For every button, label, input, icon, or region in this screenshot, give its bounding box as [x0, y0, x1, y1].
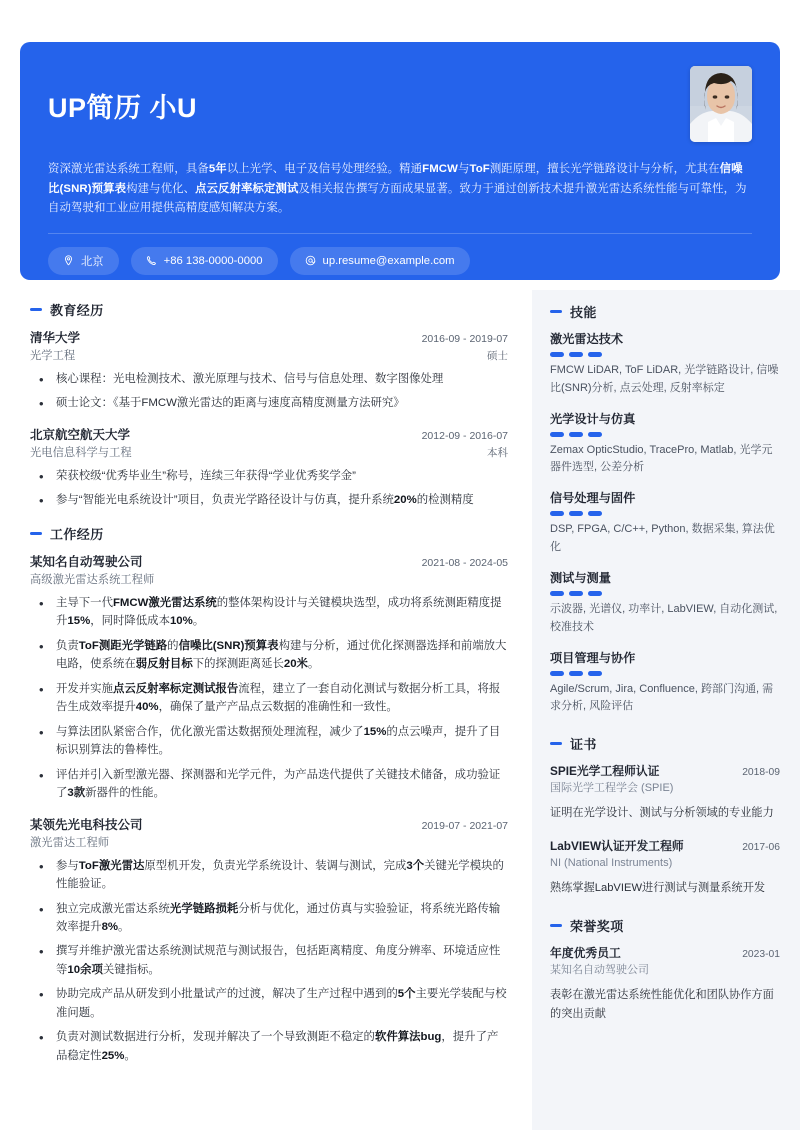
entry-organization: 某领先光电科技公司 — [30, 817, 143, 832]
skill-rating-dash-icon — [550, 432, 564, 437]
bullet-frag-3: 25% — [101, 1049, 125, 1062]
bullet-frag-3: 信噪比(SNR)预算表 — [178, 639, 279, 652]
bullet-frag-1: 10余项 — [67, 963, 103, 976]
section-title-certificates — [550, 734, 780, 753]
bullet-frag-0: 硕士论文：《基于FMCW激光雷达的距离与速度高精度测量方法研究》 — [56, 397, 405, 410]
credential-issuer: 国际光学工程学会 (SPIE) — [550, 782, 674, 795]
bullet-frag-0: 参与 — [56, 859, 79, 872]
bullet-frag-2: 的 — [167, 639, 179, 652]
work-entries — [30, 552, 508, 1065]
bullet-frag-0: 开发并实施 — [56, 682, 113, 695]
credential-issuer: NI (National Instruments) — [550, 857, 673, 870]
skill-rating — [550, 591, 780, 596]
summary-frag-10: 及相关报告撰写方面成果显著。致力于通过创新技术提升激光雷达系统性能与可靠性，为自动驾驶和工业应用提供高精度感知解决方案。 — [48, 182, 747, 215]
section-title-skills-label: 技能 — [570, 305, 597, 320]
list-item — [30, 467, 508, 485]
bullet-frag-8: 。 — [307, 658, 320, 671]
credential-item — [550, 837, 780, 898]
credential-issuer: 某知名自动驾驶公司 — [550, 964, 649, 977]
bullet-frag-0: 负责对测试数据进行分析，发现并解决了一个导致测距不稳定的 — [56, 1031, 375, 1044]
skill-group-name: 光学设计与仿真 — [550, 411, 636, 426]
credential-description: 熟练掌握LabVIEW进行测试与测量系统开发 — [550, 881, 766, 894]
skill-groups — [550, 330, 780, 716]
skill-keywords: FMCW LiDAR, ToF LiDAR, 光学链路设计, 信噪比(SNR)分析, 点云处理, 反射率标定 — [550, 364, 779, 394]
bullet-frag-0: 负责 — [56, 639, 79, 652]
skill-rating-dash-icon — [588, 591, 602, 596]
contact-list — [48, 247, 752, 275]
list-item — [30, 766, 508, 803]
summary-frag-9: 点云反射率标定测试 — [195, 182, 299, 195]
bullet-frag-0: 参与“智能光电系统设计”项目，负责光学路径设计与仿真，提升系统 — [56, 494, 394, 507]
bullet-frag-5: 弱反射目标 — [135, 658, 193, 671]
section-title-awards-label: 荣誉奖项 — [570, 919, 624, 935]
entry-role: 光学工程 — [30, 350, 76, 362]
bullet-frag-2: 原型机开发，负责光学系统设计、装调与测试，完成 — [144, 859, 407, 872]
contact-phone[interactable] — [131, 247, 278, 275]
summary-frag-2: 以上光学、电子及信号处理经验。精通 — [226, 163, 423, 175]
resume-entry — [30, 328, 508, 413]
bullet-frag-4: ，同时降低成本 — [90, 615, 170, 628]
credential-item — [550, 944, 780, 1025]
skill-group-name: 项目管理与协作 — [550, 650, 636, 665]
skill-rating-dash-icon — [569, 352, 583, 357]
contact-location[interactable] — [48, 247, 119, 275]
bullet-frag-2: 流程，建立了一套自动化测试与数据分析工具，将报告生成效率提升 — [56, 682, 501, 714]
bullet-frag-6: 下的探测距离延长 — [192, 658, 284, 671]
skill-rating-dash-icon — [588, 671, 602, 676]
bullet-frag-5: 10% — [169, 615, 193, 628]
list-item — [30, 680, 508, 717]
entry-organization: 北京航空航天大学 — [30, 427, 131, 442]
bullet-frag-3: 40% — [135, 701, 159, 714]
header-divider — [48, 233, 752, 234]
section-title-education — [30, 300, 508, 319]
bullet-frag-0: 评估并引入新型激光器、探测器和光学元件，为产品迭代提供了关键技术储备，成功验证了 — [56, 768, 501, 800]
skill-keywords: Zemax OpticStudio, TracePro, Matlab, 光学元器件选型, 公差分析 — [550, 443, 773, 474]
section-title-work-label: 工作经历 — [50, 526, 104, 542]
bullet-frag-1: 软件算法bug — [374, 1031, 442, 1044]
section-skills — [550, 302, 780, 716]
contact-phone-label: +86 138-0000-0000 — [163, 254, 263, 267]
skill-keywords: 示波器, 光谱仪, 功率计, LabVIEW, 自动化测试, 校准技术 — [550, 602, 778, 633]
skill-group-name: 测试与测量 — [550, 570, 611, 585]
skill-group-name: 信号处理与固件 — [550, 491, 636, 506]
entry-subheader-row — [30, 571, 508, 587]
contact-location-label: 北京 — [81, 255, 104, 268]
summary-frag-0: 资深激光雷达系统工程师，具备 — [48, 163, 209, 175]
entry-header-row — [30, 328, 508, 346]
summary-frag-6: 测距原理，擅长光学链路设计与分析，尤其在 — [489, 163, 720, 175]
portrait-photo-icon — [690, 66, 752, 142]
bullet-frag-4: 。 — [118, 920, 130, 933]
skill-rating-dash-icon — [550, 671, 564, 676]
entry-date-range: 2019-07 - 2021-07 — [421, 819, 508, 832]
skill-rating-dash-icon — [550, 511, 564, 516]
skill-keywords: Agile/Scrum, Jira, Confluence, 跨部门沟通, 需求分析, 风险评估 — [550, 682, 774, 713]
credential-description: 表彰在激光雷达系统性能优化和团队协作方面的突出贡献 — [550, 988, 774, 1021]
list-item — [30, 985, 508, 1022]
location-pin-icon — [63, 255, 74, 266]
sidebar-column — [532, 290, 800, 1130]
bullet-frag-2: 的整体架构设计与关键模块选型，成功将系统测距精度提升 — [56, 596, 502, 628]
profile-summary — [48, 160, 752, 219]
credential-item — [550, 762, 780, 823]
skill-rating — [550, 671, 780, 676]
summary-frag-4: 与 — [457, 163, 470, 175]
list-item — [30, 900, 508, 937]
resume-entry — [30, 552, 508, 803]
bullet-frag-2: 关键指标。 — [102, 963, 160, 976]
resume-header — [20, 42, 780, 280]
bullet-frag-4: ，确保了量产产品点云数据的准确性和一致性。 — [158, 701, 398, 714]
credential-name: SPIE光学工程师认证 — [550, 764, 660, 779]
education-entries — [30, 328, 508, 510]
summary-frag-7: 信噪比(SNR)预算表 — [48, 163, 743, 195]
certificate-list — [550, 762, 780, 898]
bullet-frag-6: 。 — [192, 615, 205, 628]
skill-rating — [550, 432, 780, 437]
resume-entry — [30, 425, 508, 510]
entry-organization: 清华大学 — [30, 331, 81, 345]
list-item — [30, 723, 508, 760]
bullet-frag-4: 构建与分析，通过优化探测器选择和前端放大电路，使系统在 — [56, 639, 507, 671]
summary-frag-1: 5年 — [208, 163, 227, 175]
entry-degree: 硕士 — [487, 350, 508, 362]
bullet-frag-7: 20米 — [283, 658, 308, 671]
skill-rating-dash-icon — [588, 511, 602, 516]
credential-header-row — [550, 837, 780, 854]
bullet-frag-0: 核心课程：光电检测技术、激光原理与技术、信号与信息处理、数字图像处理 — [56, 373, 444, 385]
list-item — [30, 491, 508, 509]
credential-header-row — [550, 762, 780, 779]
skill-rating-dash-icon — [569, 591, 583, 596]
entry-organization: 某知名自动驾驶公司 — [30, 554, 143, 569]
bullet-frag-3: 8% — [101, 920, 119, 933]
section-dash-icon — [30, 308, 42, 311]
main-column — [0, 290, 532, 1130]
skill-rating-dash-icon — [569, 511, 583, 516]
bullet-frag-0: 撰写并维护激光雷达系统测试规范与测试报告，包括距离精度、角度分辨率、环境适应性等 — [56, 945, 501, 976]
list-item — [30, 637, 508, 674]
bullet-frag-2: 的检测精度 — [416, 494, 474, 507]
bullet-frag-2: ，提升了产品稳定性 — [56, 1031, 499, 1062]
bullet-frag-4: 关键光学模块的性能验证。 — [56, 859, 504, 891]
section-dash-icon — [550, 742, 562, 745]
skill-rating — [550, 352, 780, 357]
bullet-frag-0: 荣获校级“优秀毕业生”称号，连续三年获得“学业优秀奖学金” — [56, 469, 356, 482]
list-item — [30, 370, 508, 388]
skill-group — [550, 569, 780, 637]
bullet-frag-1: 15% — [363, 725, 387, 738]
bullet-frag-2: 分析与优化，通过仿真与实验验证，将系统光路传输效率提升 — [56, 902, 501, 933]
bullet-frag-1: ToF测距光学链路 — [78, 639, 168, 652]
entry-date-range: 2016-09 - 2019-07 — [421, 333, 508, 345]
skill-group-name: 激光雷达技术 — [550, 332, 624, 346]
contact-email[interactable] — [290, 247, 470, 275]
entry-bullet-list — [30, 594, 508, 803]
entry-subheader-row — [30, 834, 508, 850]
avatar — [690, 66, 752, 142]
email-at-icon — [305, 255, 316, 266]
bullet-frag-4: 。 — [124, 1049, 136, 1062]
credential-header-row — [550, 944, 780, 961]
list-item — [30, 1028, 508, 1065]
skill-group — [550, 330, 780, 398]
skill-group — [550, 649, 780, 717]
bullet-frag-0: 独立完成激光雷达系统 — [56, 902, 170, 915]
section-certificates — [550, 734, 780, 898]
header-top-row — [48, 66, 752, 142]
entry-subheader-row — [30, 444, 508, 460]
bullet-frag-1: 5个 — [397, 988, 416, 1001]
bullet-frag-1: 20% — [393, 494, 417, 507]
skill-group — [550, 489, 780, 557]
skill-rating-dash-icon — [550, 591, 564, 596]
bullet-frag-2: 主要光学装配与校准问题。 — [56, 988, 507, 1019]
bullet-frag-1: ToF激光雷达 — [78, 859, 145, 872]
section-title-certificates-label: 证书 — [570, 737, 597, 753]
section-title-skills — [550, 302, 780, 321]
bullet-frag-0: 协助完成产品从研发到小批量试产的过渡，解决了生产过程中遇到的 — [56, 988, 398, 1001]
entry-date-range: 2012-09 - 2016-07 — [421, 429, 508, 442]
list-item — [30, 594, 508, 631]
bullet-frag-1: 光学链路损耗 — [169, 902, 239, 915]
bullet-frag-0: 与算法团队紧密合作，优化激光雷达数据预处理流程，减少了 — [56, 725, 364, 738]
bullet-frag-2: 新器件的性能。 — [85, 787, 165, 800]
resume-entry — [30, 815, 508, 1066]
skill-rating-dash-icon — [550, 352, 564, 357]
bullet-frag-3: 15% — [67, 615, 91, 628]
credential-date: 2018-09 — [742, 767, 780, 779]
section-dash-icon — [550, 924, 562, 927]
credential-date: 2023-01 — [742, 949, 780, 961]
section-work — [30, 524, 508, 1065]
summary-frag-8: 构建与优化、 — [126, 182, 196, 195]
phone-icon — [146, 255, 157, 266]
section-dash-icon — [550, 310, 562, 313]
list-item — [30, 394, 508, 412]
skill-rating-dash-icon — [569, 432, 583, 437]
bullet-frag-1: FMCW激光雷达系统 — [112, 596, 217, 609]
entry-date-range: 2021-08 - 2024-05 — [421, 556, 508, 569]
credential-description: 证明在光学设计、测试与分析领域的专业能力 — [550, 806, 774, 819]
skill-rating — [550, 511, 780, 516]
summary-frag-5: ToF — [469, 163, 490, 175]
award-list — [550, 944, 780, 1025]
section-dash-icon — [30, 532, 42, 535]
skill-rating-dash-icon — [588, 432, 602, 437]
section-title-awards — [550, 916, 780, 935]
entry-bullet-list — [30, 467, 508, 510]
credential-date: 2017-06 — [742, 842, 780, 854]
page-title: UP简历 小U — [48, 93, 198, 123]
contact-email-label: up.resume@example.com — [322, 254, 455, 267]
skill-rating-dash-icon — [569, 671, 583, 676]
section-title-work — [30, 524, 508, 543]
summary-frag-3: FMCW — [422, 163, 458, 175]
entry-role: 激光雷达工程师 — [30, 836, 110, 849]
entry-header-row — [30, 552, 508, 570]
bullet-frag-1: 3款 — [67, 787, 86, 800]
section-education — [30, 300, 508, 510]
credential-name: 年度优秀员工 — [550, 946, 621, 961]
resume-body — [0, 290, 800, 1130]
entry-bullet-list — [30, 370, 508, 413]
entry-header-row — [30, 815, 508, 833]
entry-degree: 本科 — [487, 446, 508, 459]
bullet-frag-0: 主导下一代 — [56, 596, 113, 609]
bullet-frag-1: 点云反射率标定测试报告 — [112, 682, 239, 695]
list-item — [30, 857, 508, 894]
entry-role: 光电信息科学与工程 — [30, 446, 132, 459]
entry-bullet-list — [30, 857, 508, 1066]
bullet-frag-2: 的点云噪声，提升了目标识别算法的鲁棒性。 — [56, 725, 501, 757]
skill-group — [550, 410, 780, 478]
credential-name: LabVIEW认证开发工程师 — [550, 839, 684, 854]
entry-header-row — [30, 425, 508, 443]
list-item — [30, 942, 508, 979]
entry-subheader-row — [30, 347, 508, 363]
bullet-frag-3: 3个 — [406, 859, 425, 872]
section-awards — [550, 916, 780, 1025]
entry-role: 高级激光雷达系统工程师 — [30, 573, 155, 586]
skill-rating-dash-icon — [588, 352, 602, 357]
skill-keywords: DSP, FPGA, C/C++, Python, 数据采集, 算法优化 — [550, 523, 775, 554]
section-title-education-label: 教育经历 — [50, 303, 104, 318]
